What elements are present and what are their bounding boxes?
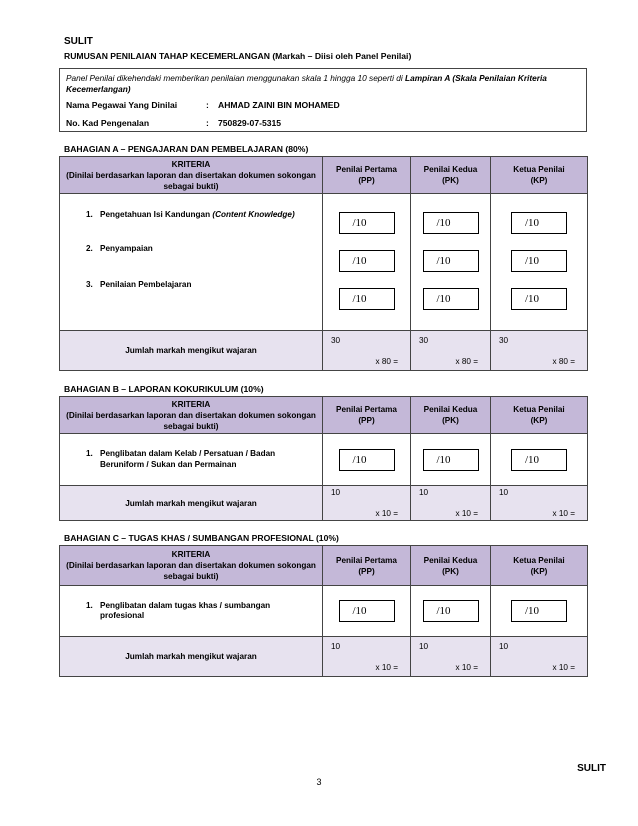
page-number: 3 [316,777,322,787]
score-input[interactable]: /10 [511,288,567,310]
item-number: 3. [86,280,93,289]
kp-total [491,637,588,677]
mult-factor: x 10 = [375,509,398,518]
score-input[interactable]: /10 [339,212,395,234]
section-a-title: BAHAGIAN A – PENGAJARAN DAN PEMBELAJARAN (80%) [64,144,309,154]
mult-divisor: 10 [499,488,509,497]
pp-header [323,397,411,434]
criteria-item [60,601,322,622]
pk-scores [411,586,491,637]
jumlah-label: Jumlah markah mengikut wajaran [60,637,323,677]
info-box [59,68,587,132]
name-label: Nama Pegawai Yang Dinilai [66,100,178,110]
criteria-item [60,280,322,291]
section-b-title: BAHAGIAN B – LAPORAN KOKURIKULUM (10%) [64,384,264,394]
header-sulit: SULIT [64,36,93,47]
footer-sulit: SULIT [577,763,606,774]
mult-factor: x 10 = [455,662,478,672]
name-value: AHMAD ZAINI BIN MOHAMED [218,100,340,110]
ic-row [66,118,281,128]
kp-abbr: (KP) [530,176,548,185]
item-label: Penilaian Pembelajaran [100,280,192,289]
pp-abbr: (PP) [358,416,375,425]
form-title: RUMUSAN PENILAIAN TAHAP KECEMERLANGAN (Markah – Diisi oleh Panel Penilai) [64,51,412,61]
item-number: 1. [86,210,93,219]
kriteria-sub: (Dinilai berdasarkan laporan dan disertakan dokumen sokongan sebagai bukti) [66,410,316,431]
kp-label: Ketua Penilai [513,405,565,414]
instruction-note [66,73,582,95]
pk-abbr: (PK) [442,176,459,185]
section-c-title: BAHAGIAN C – TUGAS KHAS / SUMBANGAN PROFESIONAL (10%) [64,533,339,543]
pk-total [411,637,491,677]
mult-divisor: 10 [419,488,429,497]
kp-scores [491,434,588,486]
item-label: Penyampaian [100,243,153,253]
item-label [100,210,295,221]
score-input[interactable]: /10 [423,250,479,272]
pp-total [323,486,411,521]
kp-total [491,486,588,521]
item-label: Penglibatan dalam Kelab / Persatuan / Badan Beruniform / Sukan dan Permainan [100,449,276,469]
kp-scores [491,586,588,637]
kp-abbr: (KP) [530,416,548,425]
kp-header [491,546,588,586]
item-number: 2. [86,243,93,253]
mult-factor: x 10 = [552,662,575,672]
mult-divisor: 30 [331,335,341,345]
mult-factor: x 80 = [552,356,575,366]
mult-divisor: 30 [419,335,429,345]
mult-factor: x 10 = [455,509,478,518]
mult-divisor: 10 [499,641,509,651]
pp-label: Penilai Pertama [336,555,397,565]
pk-header [411,157,491,194]
pk-total [411,331,491,371]
pp-abbr: (PP) [358,176,375,185]
criteria-item [60,449,322,470]
mult-factor: x 10 = [375,662,398,672]
score-input[interactable]: /10 [423,212,479,234]
mult-factor: x 80 = [375,356,398,366]
item-label-italic: (Content Knowledge) [212,210,295,219]
jumlah-label: Jumlah markah mengikut wajaran [60,486,323,521]
kp-label: Ketua Penilai [513,165,565,174]
pp-abbr: (PP) [358,566,375,576]
kriteria-label: KRITERIA [171,399,211,409]
kp-header [491,397,588,434]
jumlah-label: Jumlah markah mengikut wajaran [60,331,323,371]
section-c-table [59,545,588,677]
score-input[interactable]: /10 [339,250,395,272]
note-text: Panel Penilai dikehendaki memberikan penilaian menggunakan skala 1 hingga 10 seperti di [66,73,406,83]
pk-header [411,546,491,586]
kriteria-label: KRITERIA [171,159,211,169]
note-reference: Lampiran A (Skala Penilaian Kriteria Kecemerlangan) [66,73,547,94]
item-number: 1. [86,449,93,458]
name-row [66,100,340,110]
score-input[interactable]: /10 [511,250,567,272]
score-input[interactable]: /10 [423,600,479,622]
mult-factor: x 80 = [455,356,478,366]
pk-header [411,397,491,434]
pk-label: Penilai Kedua [423,555,478,565]
score-input[interactable]: /10 [339,449,395,471]
mult-divisor: 10 [331,641,341,651]
score-input[interactable]: /10 [339,600,395,622]
pp-scores [323,194,411,331]
mult-divisor: 10 [419,641,429,651]
kriteria-header [60,397,323,434]
pk-abbr: (PK) [442,566,459,576]
kp-header [491,157,588,194]
criteria-item [60,210,322,221]
pk-label: Penilai Kedua [423,165,478,174]
kriteria-label: KRITERIA [171,550,211,559]
item-label: Penglibatan dalam tugas khas / sumbangan profesional [100,600,271,620]
section-a-table [59,156,588,371]
criteria-cell [60,434,323,486]
score-input[interactable]: /10 [511,600,567,622]
pp-header [323,157,411,194]
pp-label: Penilai Pertama [336,165,397,174]
pk-scores [411,194,491,331]
criteria-cell [60,586,323,637]
pp-header [323,546,411,586]
kriteria-header [60,157,323,194]
pk-label: Penilai Kedua [423,405,478,414]
score-input[interactable]: /10 [511,449,567,471]
kp-total [491,331,588,371]
ic-colon: : [206,118,209,128]
ic-value: 750829-07-5315 [218,118,282,128]
pk-abbr: (PK) [442,416,459,425]
score-input[interactable]: /10 [423,449,479,471]
score-input[interactable]: /10 [339,288,395,310]
kriteria-sub: (Dinilai berdasarkan laporan dan disertakan dokumen sokongan sebagai bukti) [66,561,316,581]
name-colon: : [206,100,209,110]
pp-total [323,637,411,677]
item-number: 1. [86,600,93,610]
kriteria-sub: (Dinilai berdasarkan laporan dan disertakan dokumen sokongan sebagai bukti) [66,170,316,191]
mult-divisor: 10 [331,488,341,497]
mult-factor: x 10 = [552,509,575,518]
criteria-cell [60,194,323,331]
criteria-item [60,244,322,255]
pk-total [411,486,491,521]
pp-scores [323,434,411,486]
item-label-text: Pengetahuan Isi Kandungan [100,210,213,219]
section-b-table [59,396,588,521]
pp-scores [323,586,411,637]
pk-scores [411,434,491,486]
score-input[interactable]: /10 [423,288,479,310]
pp-total [323,331,411,371]
kp-label: Ketua Penilai [513,555,565,565]
kp-abbr: (KP) [530,566,548,576]
score-input[interactable]: /10 [511,212,567,234]
kriteria-header [60,546,323,586]
kp-scores [491,194,588,331]
mult-divisor: 30 [499,335,509,345]
ic-label: No. Kad Pengenalan [66,118,150,128]
pp-label: Penilai Pertama [336,405,397,414]
